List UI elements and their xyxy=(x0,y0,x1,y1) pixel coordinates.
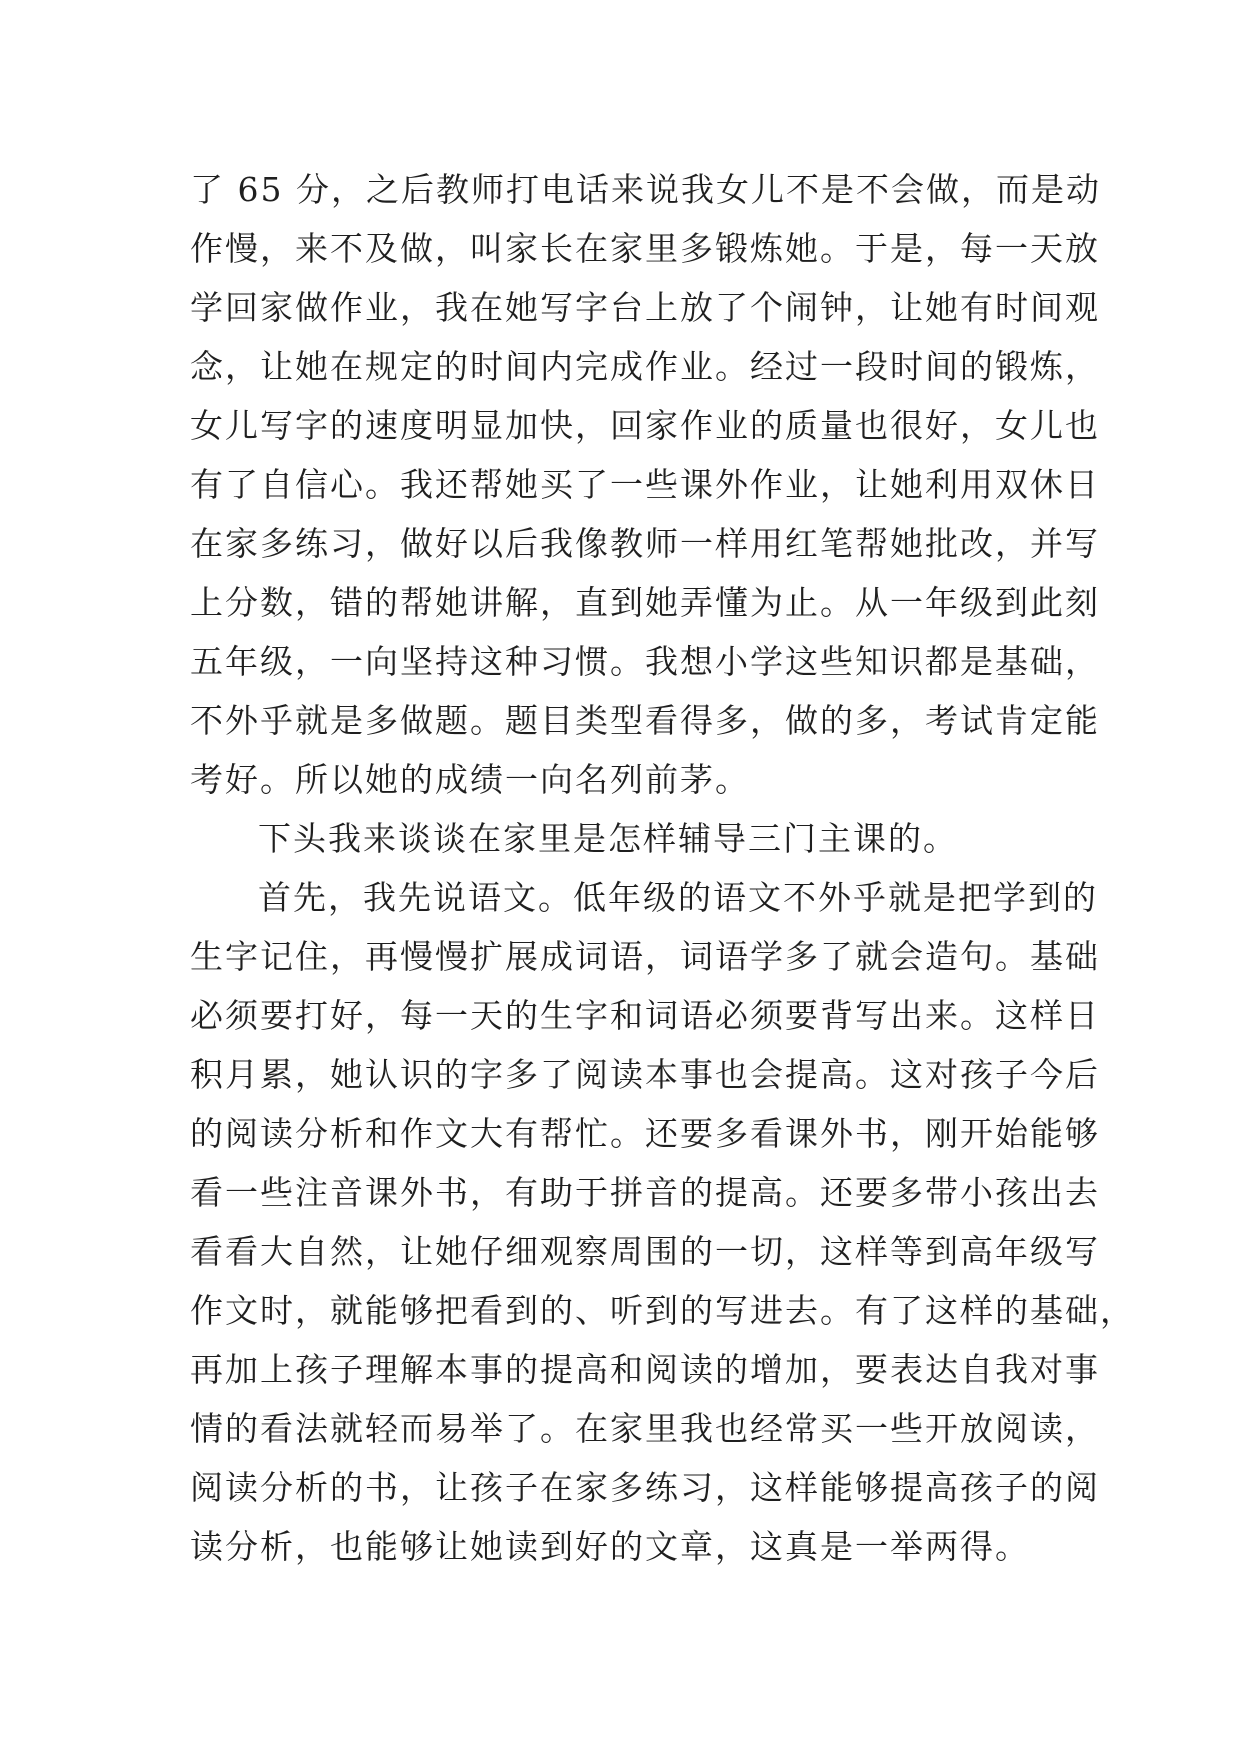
text-line: 下头我来谈谈在家里是怎样辅导三门主课的。 xyxy=(258,819,958,858)
text-line: 作慢，来不及做，叫家长在家里多锻炼她。于是，每一天放 xyxy=(190,229,1100,268)
paragraph-1 xyxy=(190,160,1101,809)
text-line: 阅读分析的书，让孩子在家多练习，这样能够提高孩子的阅 xyxy=(190,1468,1100,1507)
text-line: 首先，我先说语文。低年级的语文不外乎就是把学到的 xyxy=(258,878,1098,917)
text-line: 再加上孩子理解本事的提高和阅读的增加，要表达自我对事 xyxy=(190,1350,1100,1389)
text-line: 考好。所以她的成绩一向名列前茅。 xyxy=(190,760,750,799)
body-text xyxy=(190,160,1135,1576)
text-line: 的阅读分析和作文大有帮忙。还要多看课外书，刚开始能够 xyxy=(190,1114,1100,1153)
paragraph-2 xyxy=(190,809,1070,868)
text-line: 积月累，她认识的字多了阅读本事也会提高。这对孩子今后 xyxy=(190,1055,1100,1094)
text-line: 学回家做作业，我在她写字台上放了个闹钟，让她有时间观 xyxy=(190,288,1100,327)
text-line: 看一些注音课外书，有助于拼音的提高。还要多带小孩出去 xyxy=(190,1173,1100,1212)
text-line: 作文时，就能够把看到的、听到的写进去。有了这样的基础， xyxy=(190,1291,1135,1330)
text-line: 念，让她在规定的时间内完成作业。经过一段时间的锻炼， xyxy=(190,347,1100,386)
text-line: 看看大自然，让她仔细观察周围的一切，这样等到高年级写 xyxy=(190,1232,1100,1271)
text-line: 了 65 分，之后教师打电话来说我女儿不是不会做，而是动 xyxy=(190,170,1101,209)
text-line: 有了自信心。我还帮她买了一些课外作业，让她利用双休日 xyxy=(190,465,1100,504)
text-line: 女儿写字的速度明显加快，回家作业的质量也很好，女儿也 xyxy=(190,406,1100,445)
text-line: 不外乎就是多做题。题目类型看得多，做的多，考试肯定能 xyxy=(190,701,1100,740)
text-line: 情的看法就轻而易举了。在家里我也经常买一些开放阅读， xyxy=(190,1409,1100,1448)
text-line: 在家多练习，做好以后我像教师一样用红笔帮她批改，并写 xyxy=(190,524,1100,563)
text-line: 读分析，也能够让她读到好的文章，这真是一举两得。 xyxy=(190,1527,1030,1566)
text-line: 必须要打好，每一天的生字和词语必须要背写出来。这样日 xyxy=(190,996,1100,1035)
text-line: 五年级，一向坚持这种习惯。我想小学这些知识都是基础， xyxy=(190,642,1100,681)
text-line: 生字记住，再慢慢扩展成词语，词语学多了就会造句。基础 xyxy=(190,937,1100,976)
paragraph-3 xyxy=(190,868,1135,1576)
text-line: 上分数，错的帮她讲解，直到她弄懂为止。从一年级到此刻 xyxy=(190,583,1100,622)
